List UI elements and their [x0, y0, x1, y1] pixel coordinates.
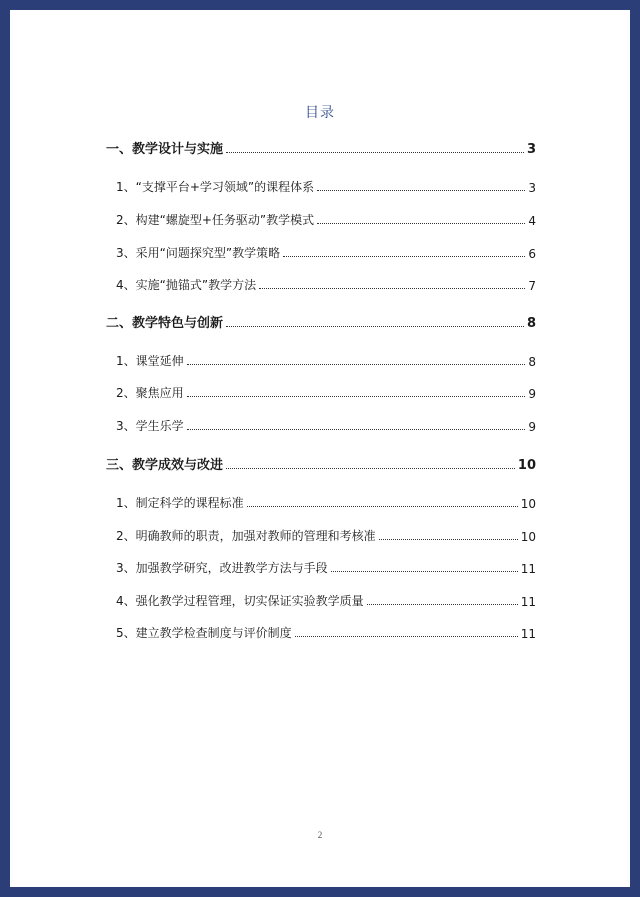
toc-item-label: 3、采用“问题探究型”教学策略: [116, 246, 281, 260]
toc-item-label: 4、强化教学过程管理，切实保证实验教学质量: [116, 594, 364, 608]
toc-item[interactable]: [116, 559, 536, 576]
toc-item[interactable]: [116, 211, 536, 228]
dot-leader: [317, 223, 525, 224]
dot-leader: [187, 429, 526, 430]
dot-leader: [317, 190, 525, 191]
toc-page-number: 10: [520, 497, 536, 511]
toc-item[interactable]: [116, 624, 536, 641]
dot-leader: [331, 571, 518, 572]
table-of-contents: [10, 10, 630, 887]
toc-page-number: 11: [520, 627, 536, 641]
dot-leader: [247, 506, 518, 507]
toc-item[interactable]: [116, 276, 536, 293]
toc-page-number: 10: [520, 530, 536, 544]
toc-page-number: 3: [528, 181, 536, 195]
toc-item-label: 1、“支撑平台+学习领域”的课程体系: [116, 180, 315, 194]
dot-leader: [226, 152, 524, 153]
toc-section-1[interactable]: [106, 138, 536, 157]
toc-section-label: 三、教学成效与改进: [106, 458, 224, 473]
dot-leader: [379, 539, 518, 540]
toc-page-number: 8: [526, 316, 536, 331]
dot-leader: [187, 396, 526, 397]
toc-item-label: 2、聚焦应用: [116, 386, 184, 400]
toc-page-number: 9: [528, 420, 536, 434]
toc-item-label: 2、明确教师的职责，加强对教师的管理和考核准: [116, 529, 376, 543]
dot-leader: [295, 636, 518, 637]
toc-page-number: 11: [520, 562, 536, 576]
toc-page-number: 6: [528, 247, 536, 261]
toc-page-number: 7: [528, 279, 536, 293]
toc-page-number: 8: [528, 355, 536, 369]
toc-section-3[interactable]: [106, 454, 536, 473]
toc-item[interactable]: [116, 244, 536, 261]
toc-item-label: 1、制定科学的课程标准: [116, 496, 244, 510]
toc-page-number: 4: [528, 214, 536, 228]
toc-section-label: 一、教学设计与实施: [106, 142, 224, 157]
dot-leader: [226, 326, 524, 327]
toc-page-number: 9: [528, 387, 536, 401]
toc-item-label: 3、加强教学研究，改进教学方法与手段: [116, 561, 328, 575]
footer-page-number: 2: [317, 830, 323, 840]
toc-page-number: 10: [517, 458, 536, 473]
toc-item-label: 5、建立教学检查制度与评价制度: [116, 626, 292, 640]
toc-page-number: 3: [526, 142, 536, 157]
dot-leader: [283, 256, 525, 257]
dot-leader: [187, 364, 526, 365]
toc-item[interactable]: [116, 352, 536, 369]
toc-item[interactable]: [116, 494, 536, 511]
toc-page-number: 11: [520, 595, 536, 609]
toc-item-label: 4、实施“抛锚式”教学方法: [116, 278, 257, 292]
toc-item[interactable]: [116, 384, 536, 401]
toc-section-label: 二、教学特色与创新: [106, 316, 224, 331]
toc-title: 目录: [305, 105, 335, 121]
dot-leader: [259, 288, 525, 289]
dot-leader: [367, 604, 518, 605]
document-page: [10, 10, 630, 887]
toc-item[interactable]: [116, 178, 536, 195]
toc-item-label: 3、学生乐学: [116, 419, 184, 433]
toc-item-label: 1、课堂延伸: [116, 354, 184, 368]
toc-section-2[interactable]: [106, 312, 536, 331]
toc-item-label: 2、构建“螺旋型+任务驱动”教学模式: [116, 213, 315, 227]
dot-leader: [226, 468, 515, 469]
toc-item[interactable]: [116, 417, 536, 434]
toc-item[interactable]: [116, 592, 536, 609]
toc-item[interactable]: [116, 527, 536, 544]
